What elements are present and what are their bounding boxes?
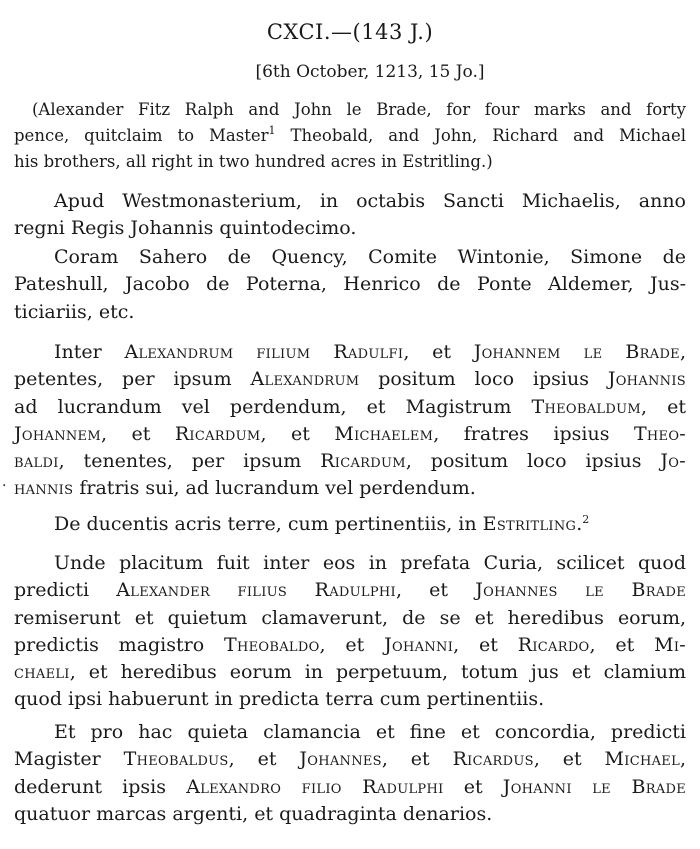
party-name: Alexandrum bbox=[250, 368, 360, 391]
text-line: De ducentis acris terre, cum pertinentiis, in Estritling.$^2$ bbox=[54, 513, 590, 535]
party-name: Alexandro filio Radulphi bbox=[186, 775, 444, 798]
text-line: predicti Alexander filius Radulphi, et Johannes le Brade bbox=[14, 579, 686, 602]
party-name: hannis bbox=[14, 477, 74, 500]
party-name: Theobaldum bbox=[531, 395, 641, 418]
text-line: Magister Theobaldus, et Johannes, et Ricardus, et Michael, bbox=[14, 748, 687, 771]
party-name: Johannes le Brade bbox=[475, 579, 686, 602]
text-line: chaeli, et heredibus eorum in perpetuum, totum jus et clamium bbox=[14, 661, 686, 684]
text-line: predictis magistro Theobaldo, et Johanni, et Ricardo, et Mi- bbox=[14, 633, 687, 656]
party-name: Mi- bbox=[654, 633, 687, 656]
party-name: Johannis bbox=[607, 368, 687, 391]
party-name: Theobaldus bbox=[123, 748, 229, 771]
party-name: Ricardum bbox=[174, 422, 261, 445]
party-name: Johannes bbox=[299, 748, 382, 771]
party-name: baldi bbox=[14, 450, 59, 473]
text-line: petentes, per ipsum Alexandrum positum loco ipsius Johannis bbox=[14, 368, 687, 391]
summary-line: (Alexander Fitz Ralph and John le Brade, for four marks and forty bbox=[32, 100, 686, 119]
party-name: Jo- bbox=[660, 450, 686, 473]
document-date: [6th October, 1213, 15 Jo.] bbox=[255, 62, 485, 82]
document-heading: CXCI.—(143 J.) bbox=[266, 20, 434, 44]
text-line: Coram Sahero de Quency, Comite Wintonie, Simone de bbox=[54, 246, 686, 268]
party-name: Michaelem bbox=[334, 422, 434, 445]
party-name: Ricardo bbox=[517, 633, 590, 656]
text-line: Pateshull, Jacobo de Poterna, Henrico de Ponte Aldemer, Jus- bbox=[14, 273, 686, 296]
text-line: Inter Alexandrum filium Radulfi, et Johannem le Brade, bbox=[54, 341, 687, 363]
text-line: regni Regis Johannis quintodecimo. bbox=[14, 217, 357, 240]
text-line: baldi, tenentes, per ipsum Ricardum, positum loco ipsius Jo- bbox=[14, 450, 686, 473]
text-line: Et pro hac quieta clamancia et fine et concordia, predicti bbox=[54, 721, 686, 743]
party-name: Michael bbox=[604, 748, 680, 771]
text-line: quod ipsi habuerunt in predicta terra cum pertinentiis. bbox=[14, 688, 545, 711]
text-line: Apud Westmonasterium, in octabis Sancti Michaelis, anno bbox=[54, 190, 686, 212]
text-line: ticiariis, etc. bbox=[14, 300, 135, 323]
party-name: Theobaldo bbox=[224, 633, 320, 656]
party-name: Ricardum bbox=[320, 450, 406, 473]
party-name: Johanni le Brade bbox=[502, 775, 686, 798]
text-line: Johannem, et Ricardum, et Michaelem, fratres ipsius Theo- bbox=[14, 422, 687, 445]
summary-note bbox=[14, 97, 686, 175]
summary-line: his brothers, all right in two hundred acres in Estritling.) bbox=[14, 152, 493, 171]
footnote-mark: 1 bbox=[268, 124, 276, 137]
paragraph-place bbox=[14, 188, 686, 243]
party-name: Theo- bbox=[633, 422, 687, 445]
paragraph-plea bbox=[14, 550, 686, 714]
paragraph-justices bbox=[14, 244, 686, 326]
paragraph-consideration bbox=[14, 719, 686, 828]
party-name: Johanni bbox=[384, 633, 454, 656]
text-line: Unde placitum fuit inter eos in prefata Curia, scilicet quod bbox=[54, 552, 686, 574]
text-line: quatuor marcas argenti, et quadraginta denarios. bbox=[14, 802, 493, 825]
text-line: hannis fratris sui, ad lucrandum vel perdendum. bbox=[14, 477, 476, 500]
party-name: Alexandrum filium Radulfi bbox=[124, 341, 404, 363]
text-line: ad lucrandum vel perdendum, et Magistrum Theobaldum, et bbox=[14, 395, 686, 418]
party-name: chaeli bbox=[14, 661, 70, 684]
text-line: dederunt ipsis Alexandro filio Radulphi et Johanni le Brade bbox=[14, 775, 686, 798]
summary-line: pence, quitclaim to Master$^1$ Theobald, and John, Richard and Michael bbox=[14, 124, 686, 145]
party-name: Ricardus bbox=[452, 748, 534, 771]
place-name: Estritling bbox=[482, 513, 577, 535]
party-name: Alexander filius Radulphi bbox=[116, 579, 396, 602]
text-line: remiserunt et quietum clamaverunt, de se et heredibus eorum, bbox=[14, 606, 686, 629]
footnote-mark: 2 bbox=[582, 513, 590, 526]
paragraph-land bbox=[14, 511, 686, 538]
paragraph-parties bbox=[14, 339, 686, 503]
party-name: Johannem le Brade bbox=[473, 341, 680, 363]
party-name: Johannem bbox=[14, 422, 101, 445]
margin-marker: · bbox=[2, 478, 7, 494]
